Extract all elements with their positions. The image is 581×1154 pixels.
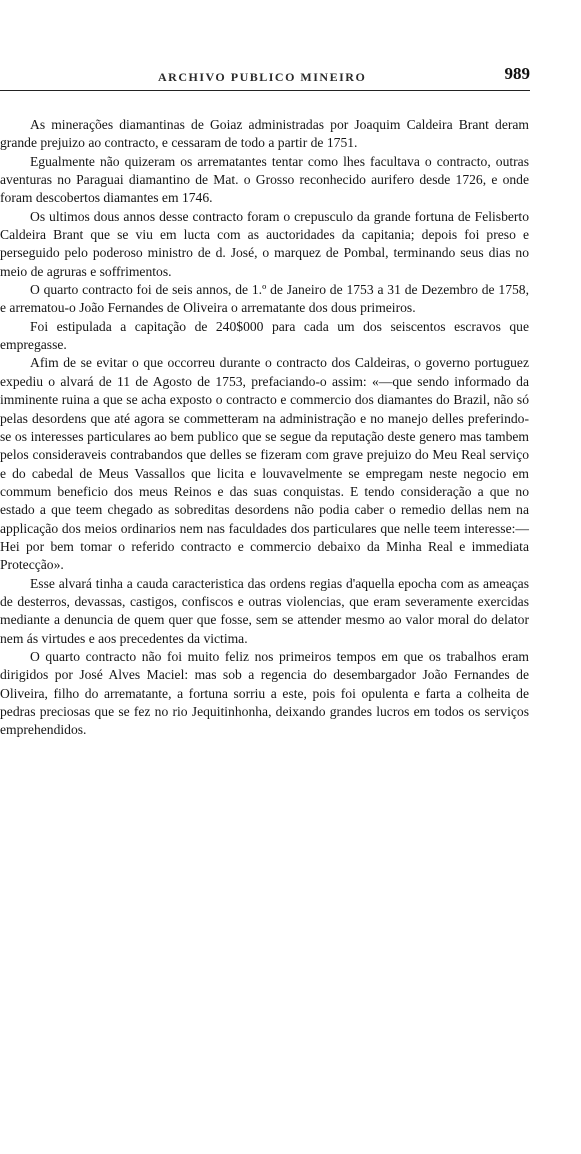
paragraph-6: Afim de se evitar o que occorreu durante o contracto dos Caldeiras, o governo portuguez expediu o alvará de 11 de Agosto de 1753, prefaciando-o assim: «—que sendo informado da imminente ruina a que se acha exposto o contracto e commercio dos diamantes do Brazil, não só pelas desordens que até agora se commetteram na administração e no manejo delles preferindo-se os interesses particulares ao bem publico que se segue da reputação deste genero mas tambem pelos consideraveis contrabandos que delles se fizeram com grave prejuizo do Meu Real serviço e do cabedal de Meus Vassallos que licita e louvavelmente se empregam neste negocio em commum beneficio dos meus Reinos e das suas conquistas. E tendo consideração a que no estado a que teem chegado as sobreditas desordens não podia caber o remedio dellas nem na applicação dos meios ordinarios nem nas faculdades dos particulares que nelle teem interesse:— Hei por bem tomar o referido contracto e commercio debaixo da Minha Real e immediata Protecção». (0, 355, 529, 573)
paragraph-1: As minerações diamantinas de Goiaz administradas por Joaquim Caldeira Brant deram grande prejuizo ao contracto, e cessaram de todo a partir de 1751. (0, 117, 529, 151)
paragraph-8: O quarto contracto não foi muito feliz nos primeiros tempos em que os trabalhos eram dirigidos por José Alves Maciel: mas sob a regencia do desembargador João Fernandes de Oliveira, filho do arrematante, a fortuna sorriu a este, pois foi opulenta e farta a colheita de pedras preciosas que se fez no rio Jequitinhonha, deixando grandes lucros em todos os serviços emprehendidos. (0, 648, 529, 738)
paragraph-3: Os ultimos dous annos desse contracto foram o crepusculo da grande fortuna de Felisberto Caldeira Brant que se viu em lucta com as auctoridades da capitania; depois foi preso e perseguido pelo poderoso ministro de d. José, o marquez de Pombal, terminando seus dias no meio de agruras e soffrimentos. (0, 208, 529, 279)
paragraph-2: Egualmente não quizeram os arrematantes tentar como lhes facultava o contracto, outras aventuras no Paraguai diamantino de Mat. o Grosso reconhecido aurifero desde 1726, e onde foram descobertos diamantes em 1746. (0, 153, 529, 206)
body-text (0, 116, 529, 740)
page-number: 989 (504, 64, 530, 83)
page-header (0, 62, 530, 91)
paragraph-4: O quarto contracto foi de seis annos, de 1.º de Janeiro de 1753 a 31 de Dezembro de 1758, e arrematou-o João Fernandes de Oliveira o arrematante dos dous primeiros. (0, 282, 529, 316)
running-title: ARCHIVO PUBLICO MINEIRO (158, 70, 367, 84)
paragraph-5: Foi estipulada a capitação de 240$000 para cada um dos seiscentos escravos que empregasse. (0, 318, 529, 353)
paragraph-7: Esse alvará tinha a cauda caracteristica das ordens regias d'aquella epocha com as ameaças de desterros, devassas, castigos, confiscos e outras violencias, que eram severamente exercidas mediante a denuncia de quem quer que fosse, sem se attender mesmo ao valor moral do delator nem ás virtudes e aos precedentes da victima. (0, 575, 529, 646)
